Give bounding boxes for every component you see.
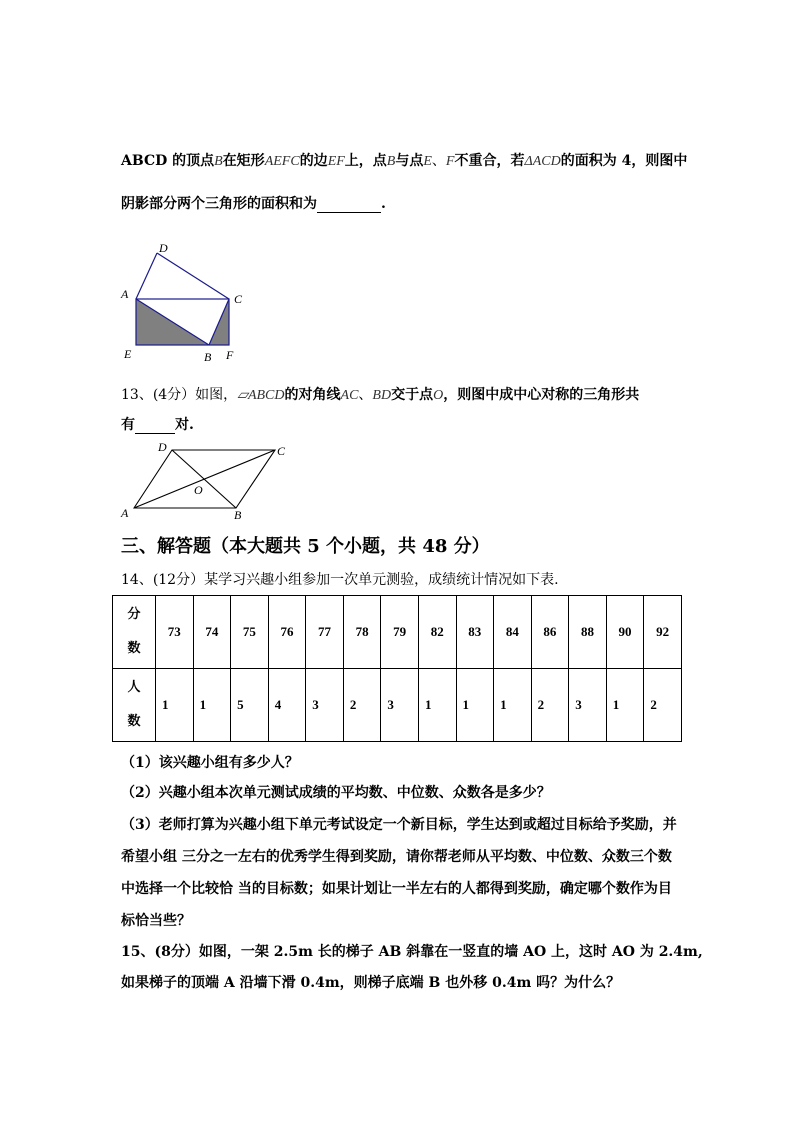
- var-F: F: [445, 154, 455, 169]
- q14-sub3-line4: 标恰当些？: [121, 913, 191, 929]
- count-cell: 3: [306, 669, 344, 742]
- q13-text-1: 的对角线: [284, 387, 341, 403]
- label-O: O: [194, 483, 203, 497]
- count-cell: 1: [418, 669, 456, 742]
- label-B: B: [204, 350, 212, 364]
- table-row-scores: [113, 596, 682, 669]
- q13-line2: [121, 414, 194, 434]
- segment-DC: [157, 253, 229, 299]
- q15-line2: 如果梯子的顶端 A 沿墙下滑 0.4m，则梯子底端 B 也外移 0.4m 吗？为什么？: [121, 975, 621, 991]
- q14-intro-text: 14、(12分）某学习兴趣小组参加一次单元测验，成绩统计情况如下表.: [121, 572, 559, 588]
- label-A: A: [121, 287, 129, 301]
- q12-period: .: [381, 196, 386, 212]
- q12-figure: [115, 238, 255, 368]
- q12-line2: [121, 193, 386, 213]
- q12-text-2: 在矩形: [222, 153, 265, 169]
- q13-text-4: 有: [121, 417, 135, 433]
- label-D: D: [159, 241, 168, 255]
- score-cell: 79: [381, 596, 419, 669]
- count-cell: 4: [268, 669, 306, 742]
- count-cell: 1: [156, 669, 194, 742]
- var-B: B: [214, 154, 223, 169]
- count-cell: 1: [193, 669, 231, 742]
- label-C: C: [234, 292, 243, 306]
- count-cell: 1: [494, 669, 532, 742]
- var-ABCD: ▱ABCD: [237, 388, 285, 403]
- q13-text-3: ，则图中成中心对称的三角形共: [443, 387, 640, 403]
- section-title: 三、解答题（本大题共 5 个小题，共 48 分）: [121, 536, 490, 557]
- q13-text-5: 对.: [175, 417, 194, 433]
- score-cell: 84: [494, 596, 532, 669]
- count-cell: 3: [569, 669, 607, 742]
- score-table: [112, 595, 682, 742]
- segment-AD: [136, 253, 157, 299]
- count-cell: 2: [644, 669, 682, 742]
- score-cell: 92: [644, 596, 682, 669]
- q14-sub1: （1）该兴趣小组有多少人？: [121, 755, 299, 771]
- score-cell: 86: [531, 596, 569, 669]
- label-C: C: [277, 444, 286, 458]
- score-cell: 83: [456, 596, 494, 669]
- q15-line1: 15、(8分）如图，一架 2.5m 长的梯子 AB 斜靠在一竖直的墙 AO 上，这时 AO 为 2.4m,: [121, 944, 703, 960]
- q12-text-6: 不重合，若: [454, 153, 525, 169]
- var-B2: B: [386, 154, 396, 169]
- label-F: F: [226, 348, 234, 362]
- score-cell: 74: [193, 596, 231, 669]
- q14-sub3-line2: 希望小组 三分之一左右的优秀学生得到奖励，请你帮老师从平均数、中位数、众数三个数: [121, 849, 672, 865]
- count-cell: 2: [343, 669, 381, 742]
- q13-sep: 、: [358, 387, 373, 403]
- score-cell: 88: [569, 596, 607, 669]
- answer-blank-13[interactable]: [135, 433, 175, 434]
- table-row-counts: [113, 669, 682, 742]
- count-cell: 1: [606, 669, 644, 742]
- var-ACD: ΔACD: [524, 154, 561, 169]
- score-cell: 73: [156, 596, 194, 669]
- answer-blank-12[interactable]: [317, 212, 381, 213]
- var-BD: BD: [372, 388, 392, 403]
- row-header-counts: 人 数: [113, 669, 156, 742]
- var-AEFC: AEFC: [264, 154, 300, 169]
- diagonal-BD: [172, 450, 236, 508]
- label-D: D: [158, 440, 167, 454]
- q12-text-5: 与点: [395, 153, 424, 169]
- var-EF: EF: [327, 154, 345, 169]
- q13-line1: [121, 384, 639, 404]
- q13-figure: [115, 438, 295, 523]
- q12-line1: [121, 150, 687, 170]
- score-cell: 76: [268, 596, 306, 669]
- q13-prefix: 13、(4分）如图，: [121, 387, 238, 403]
- score-cell: 90: [606, 596, 644, 669]
- q14-sub3-line3: 中选择一个比较恰 当的目标数；如果计划让一半左右的人都得到奖励，确定哪个数作为目: [121, 881, 672, 897]
- var-AC: AC: [340, 388, 359, 403]
- q12-text-1: ABCD 的顶点: [121, 153, 215, 169]
- count-cell: 3: [381, 669, 419, 742]
- q12-text-7: 的面积为 4，则图中: [560, 153, 688, 169]
- q12-sep: 、: [431, 153, 446, 169]
- var-E: E: [423, 154, 432, 169]
- q14-sub2: （2）兴趣小组本次单元测试成绩的平均数、中位数、众数各是多少？: [121, 785, 551, 801]
- q13-text-2: 交于点: [391, 387, 434, 403]
- score-cell: 78: [343, 596, 381, 669]
- q14-intro: [121, 569, 559, 589]
- q14-sub3-line1: （3）老师打算为兴趣小组下单元考试设定一个新目标，学生达到或超过目标给予奖励，并: [121, 817, 677, 833]
- score-cell: 82: [418, 596, 456, 669]
- score-cell: 77: [306, 596, 344, 669]
- label-E: E: [124, 347, 132, 361]
- var-O: O: [433, 388, 444, 403]
- count-cell: 1: [456, 669, 494, 742]
- score-cell: 75: [231, 596, 269, 669]
- label-B: B: [234, 508, 242, 522]
- q12-text-4: 上，点: [344, 153, 387, 169]
- q12-text-8: 阴影部分两个三角形的面积和为: [121, 196, 317, 212]
- count-cell: 5: [231, 669, 269, 742]
- label-A: A: [121, 506, 129, 520]
- count-cell: 2: [531, 669, 569, 742]
- q12-text-3: 的边: [299, 153, 328, 169]
- row-header-scores: 分 数: [113, 596, 156, 669]
